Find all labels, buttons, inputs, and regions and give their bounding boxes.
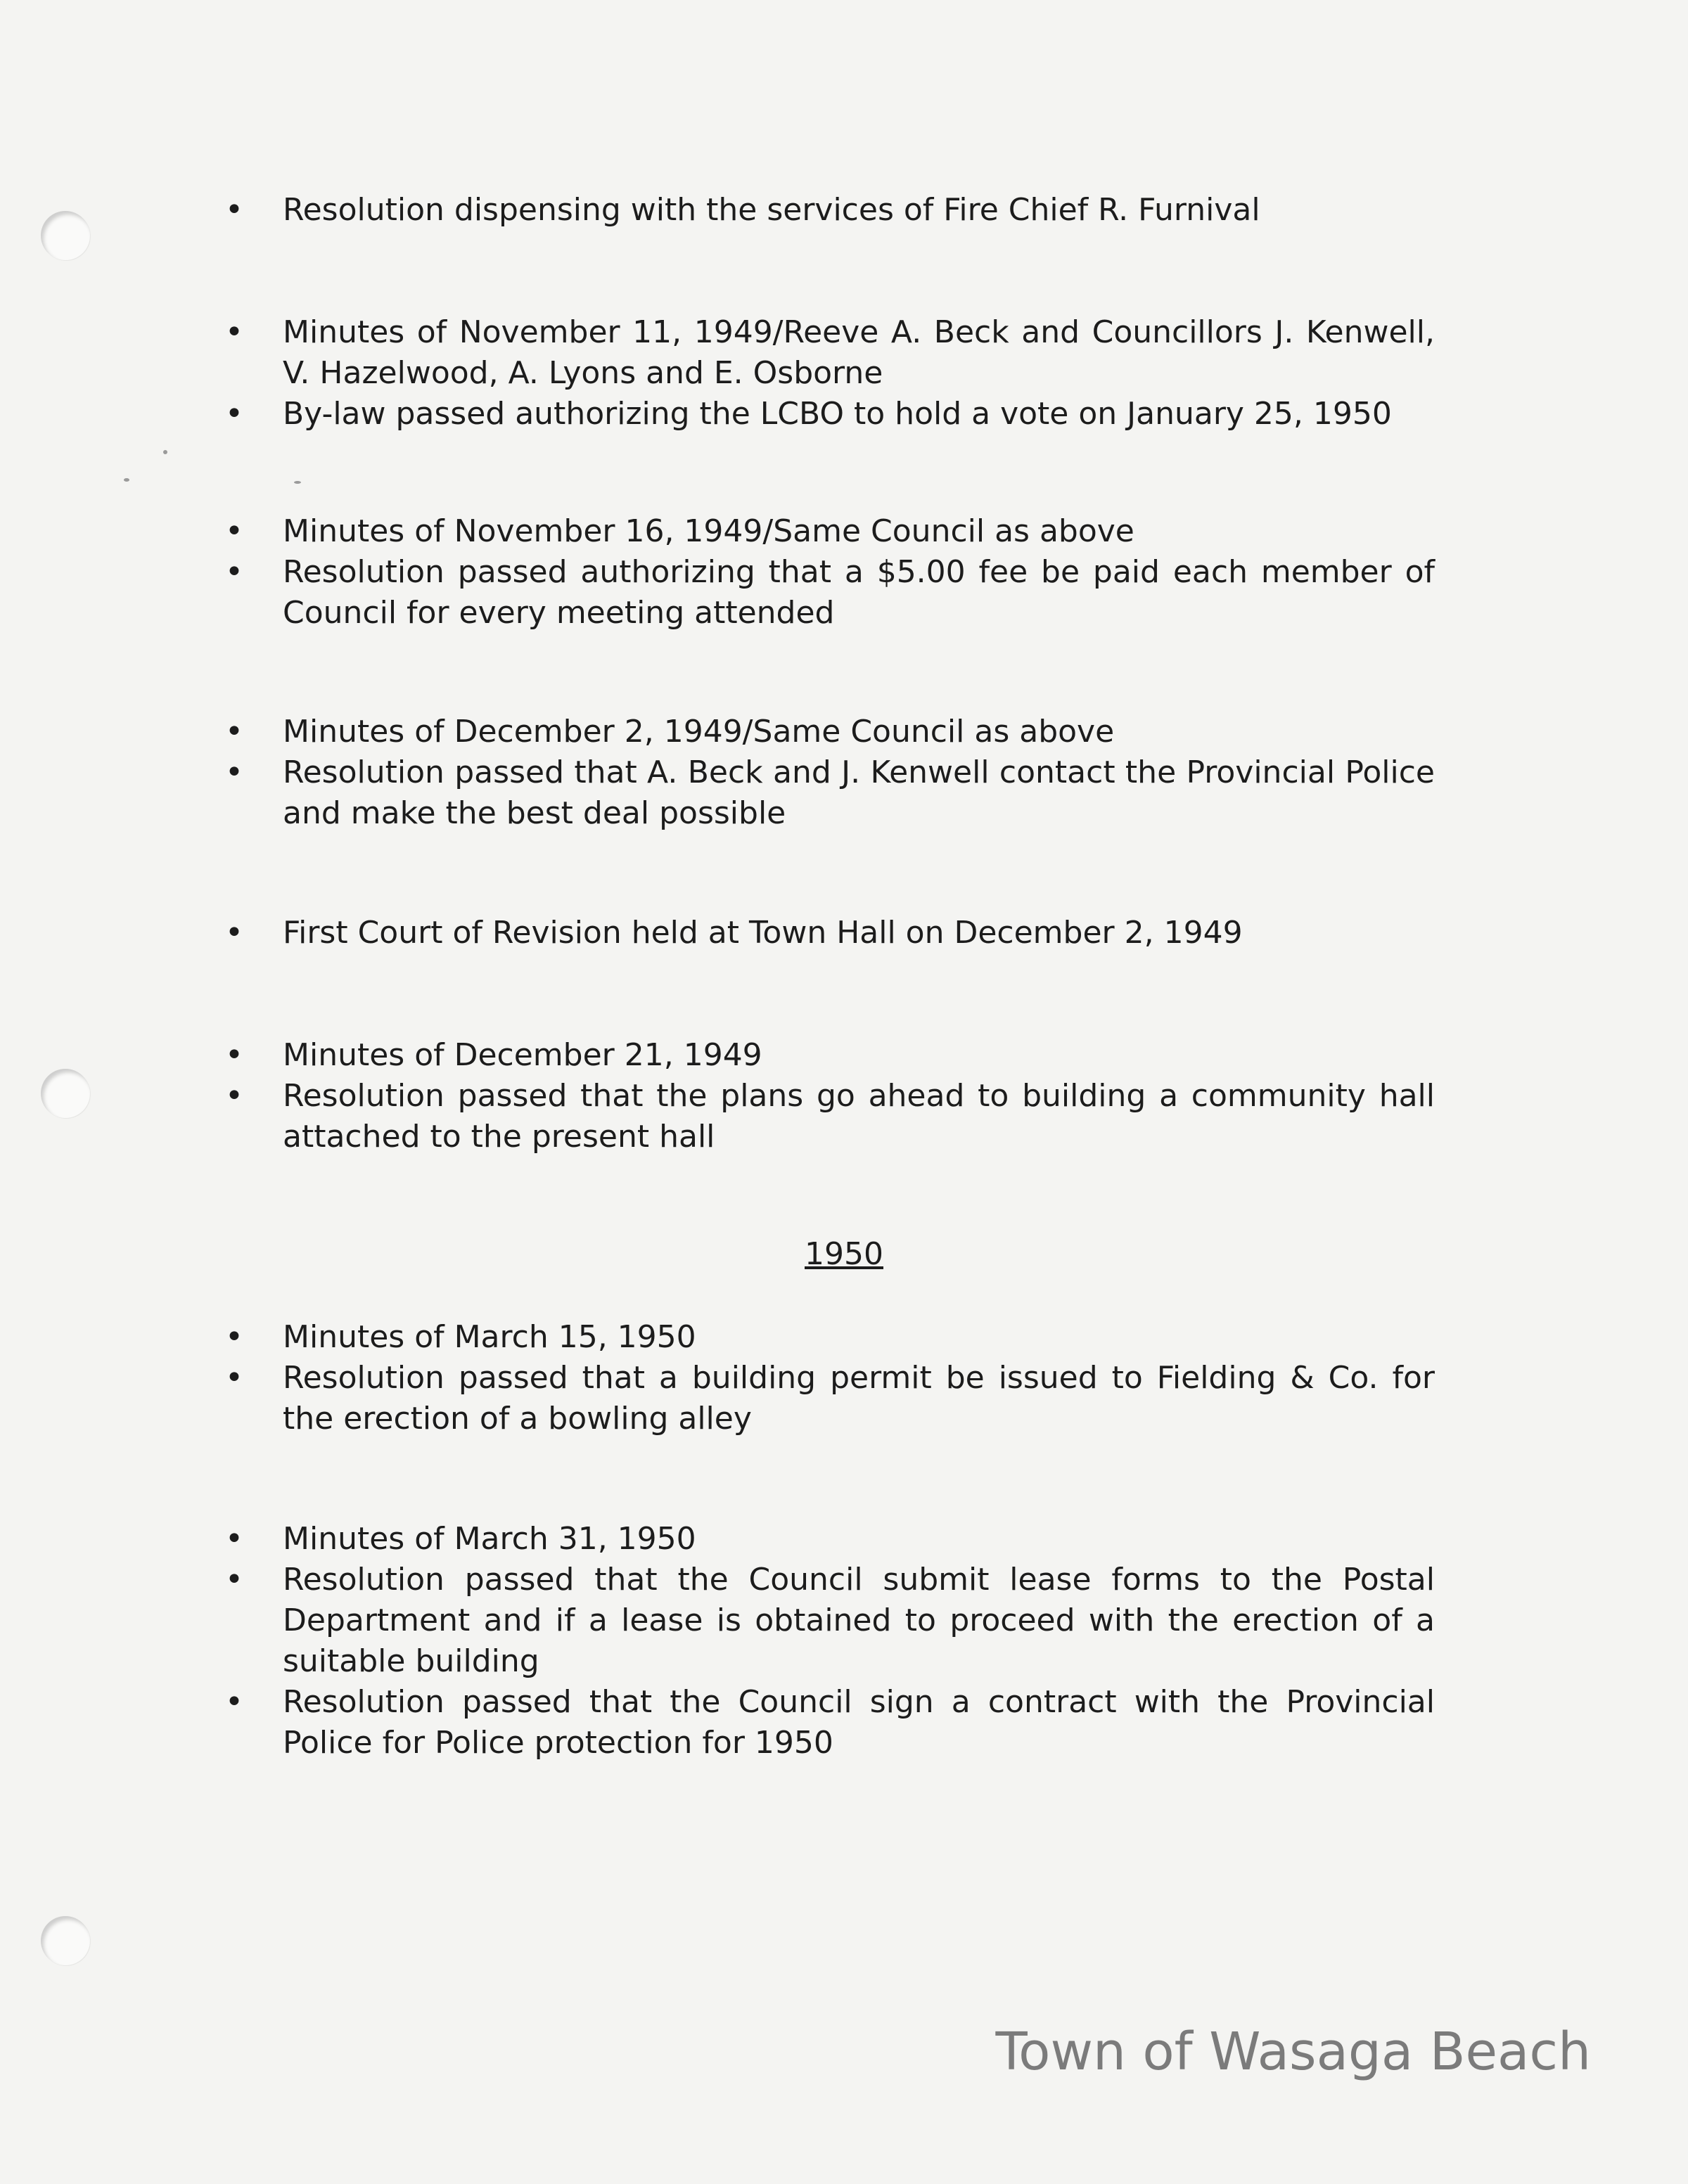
entry-group xyxy=(225,712,1435,834)
list-item: • Resolution passed that the plans go ahead to building a community hall attached to the present hall xyxy=(225,1076,1435,1157)
year-heading: 1950 xyxy=(805,1236,883,1272)
scan-speck xyxy=(124,478,129,482)
entry-group xyxy=(225,1035,1435,1157)
list-item: • Resolution passed authorizing that a $5.00 fee be paid each member of Council for every meeting attended xyxy=(225,552,1435,634)
list-item: • Minutes of March 31, 1950 xyxy=(225,1519,1435,1560)
list-item: • Resolution passed that a building permit be issued to Fielding & Co. for the erection of a bowling alley xyxy=(225,1358,1435,1439)
entry-group xyxy=(225,190,1435,231)
scan-speck xyxy=(294,481,301,484)
list-item: • Minutes of November 11, 1949/Reeve A. Beck and Councillors J. Kenwell, V. Hazelwood, A. Lyons and E. Osborne xyxy=(225,312,1435,394)
list-item: • First Court of Revision held at Town Hall on December 2, 1949 xyxy=(225,913,1435,953)
list-item: • Minutes of December 21, 1949 xyxy=(225,1035,1435,1076)
entry-group xyxy=(225,1519,1435,1764)
punch-hole xyxy=(41,1916,90,1965)
entry-group xyxy=(225,312,1435,435)
punch-hole xyxy=(41,211,90,260)
entry-group xyxy=(225,1317,1435,1439)
entry-group xyxy=(225,511,1435,634)
list-item: • Minutes of March 15, 1950 xyxy=(225,1317,1435,1358)
list-item: • Minutes of December 2, 1949/Same Council as above xyxy=(225,712,1435,752)
list-item: • Minutes of November 16, 1949/Same Council as above xyxy=(225,511,1435,552)
scan-speck xyxy=(163,450,167,454)
list-item: • Resolution dispensing with the services of Fire Chief R. Furnival xyxy=(225,190,1435,231)
entry-group xyxy=(225,913,1435,953)
list-item: • By-law passed authorizing the LCBO to hold a vote on January 25, 1950 xyxy=(225,394,1435,435)
watermark: Town of Wasaga Beach xyxy=(995,2022,1591,2082)
list-item: • Resolution passed that the Council submit lease forms to the Postal Department and if a lease is obtained to proceed with the erection of a suitable building xyxy=(225,1560,1435,1682)
list-item: • Resolution passed that the Council sign a contract with the Provincial Police for Police protection for 1950 xyxy=(225,1682,1435,1764)
list-item: • Resolution passed that A. Beck and J. Kenwell contact the Provincial Police and make the best deal possible xyxy=(225,752,1435,834)
punch-hole xyxy=(41,1069,90,1118)
